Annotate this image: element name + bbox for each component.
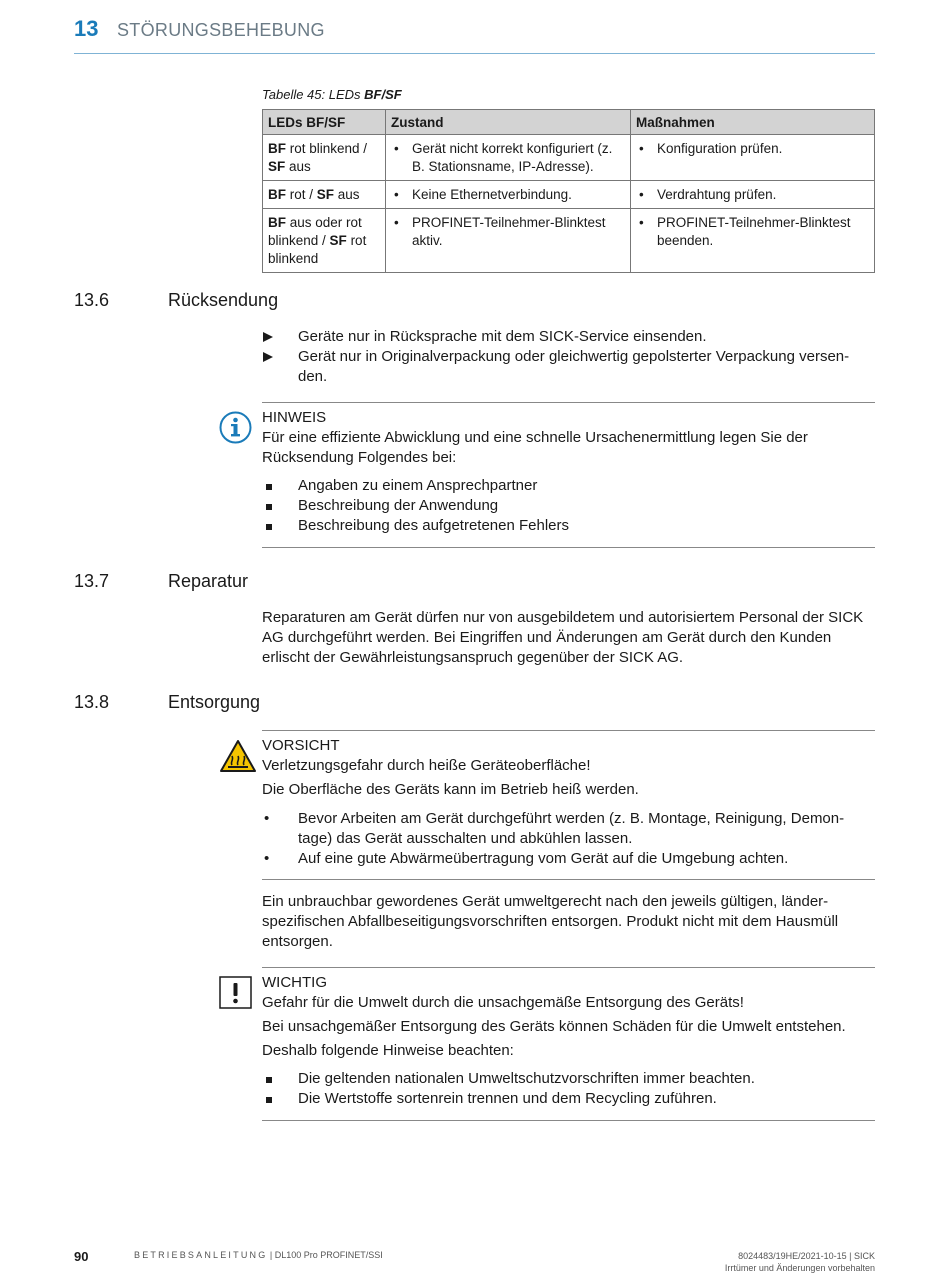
divider <box>262 879 875 880</box>
section-title: Entsorgung <box>168 692 261 712</box>
caution-list <box>262 809 875 869</box>
important-heading: Gefahr für die Umwelt durch die unsachgemäße Entsorgung des Geräts! <box>262 994 744 1011</box>
section-number: 13.8 <box>74 692 110 712</box>
table-header-row <box>263 110 875 135</box>
paragraph: Reparaturen am Gerät dürfen nur von ausgebildetem und autorisiertem Personal der SICK AG durchgeführt werden. Bei Eingriffen und Änderungen am Gerät durch den Kunden erlischt der Gewährleistungsanspruch gegenüber der SICK AG. <box>262 609 864 666</box>
note-label: HINWEIS <box>262 409 327 426</box>
list-item: Beschreibung der Anwendung <box>262 496 875 516</box>
footer-doc-id: 8024483/19HE/2021-10-15 | SICK Irrtümer und Änderungen vorbehalten <box>724 1251 875 1273</box>
table-row <box>263 135 875 181</box>
section-number: 13.6 <box>74 290 110 310</box>
list-item: Beschreibung des aufgetretenen Fehlers <box>262 516 875 536</box>
important-box <box>262 973 875 1109</box>
important-label: WICHTIG <box>262 974 327 991</box>
section-title: Rücksendung <box>168 290 279 310</box>
note-box <box>262 408 875 536</box>
led-table <box>262 109 875 273</box>
table-header-cell: Maßnahmen <box>631 110 875 135</box>
divider <box>262 730 875 731</box>
massnahmen-cell: • Konfiguration prüfen. <box>631 135 875 181</box>
list-item: Die Wertstoffe sortenrein trennen und dem Recycling zuführen. <box>262 1089 875 1109</box>
note-text: Für eine effiziente Abwicklung und eine schnelle Ursachenermittlung legen Sie der Rücksendung Folgendes bei: <box>262 429 808 466</box>
led-cell: BF rot / SF aus <box>263 181 386 209</box>
table-row <box>263 209 875 273</box>
footer-doc-info: BETRIEBSANLEITUNG | DL100 Pro PROFINET/SSI <box>134 1250 383 1260</box>
list-item: • Bevor Arbeiten am Gerät durchgeführt werden (z. B. Montage, Reinigung, Demon-tage) das Gerät ausschalten und abkühlen lassen. <box>262 809 875 849</box>
page-header <box>74 14 875 54</box>
massnahmen-cell: • PROFINET-Teilnehmer-Blinktest beenden. <box>631 209 875 273</box>
led-cell: BF rot blinkend / SF aus <box>263 135 386 181</box>
massnahmen-cell: • Verdrahtung prüfen. <box>631 181 875 209</box>
list-item: Angaben zu einem Ansprechpartner <box>262 476 875 496</box>
caution-box <box>262 736 875 869</box>
divider <box>262 402 875 403</box>
section-number: 13.7 <box>74 571 110 591</box>
caution-text: Die Oberfläche des Geräts kann im Betrieb heiß werden. <box>262 781 639 798</box>
zustand-cell: • Keine Ethernetverbindung. <box>386 181 631 209</box>
divider <box>262 967 875 968</box>
chapter-number: 13 <box>74 16 99 41</box>
paragraph: Ein unbrauchbar gewordenes Gerät umweltgerecht nach den jeweils gültigen, länder-spezifischen Abfallbeseitigungsvorschriften entsorgen. Produkt nicht mit dem Hausmüll entsorgen. <box>262 893 839 950</box>
important-text: Deshalb folgende Hinweise beachten: <box>262 1042 514 1059</box>
note-list <box>262 476 875 536</box>
list-item: Geräte nur in Rücksprache mit dem SICK-Service einsenden. <box>262 327 875 347</box>
table-header-cell: Zustand <box>386 110 631 135</box>
important-list <box>262 1069 875 1109</box>
caution-heading: Verletzungsgefahr durch heiße Geräteoberfläche! <box>262 757 591 774</box>
list-item: Gerät nur in Originalverpackung oder gleichwertig gepolsterter Verpackung versen-den. <box>262 347 875 387</box>
exclamation-icon <box>219 976 252 1009</box>
hot-surface-warning-icon <box>219 739 257 773</box>
section-title: Reparatur <box>168 571 249 591</box>
list-item: • Auf eine gute Abwärmeübertragung vom Gerät auf die Umgebung achten. <box>262 849 875 869</box>
table-header-cell: LEDs BF/SF <box>263 110 386 135</box>
zustand-cell: • Gerät nicht korrekt konfiguriert (z. B. Stationsname, IP-Adresse). <box>386 135 631 181</box>
page-number: 90 <box>74 1249 89 1264</box>
led-cell: BF aus oder rot blinkend / SF rot blinkend <box>263 209 386 273</box>
caution-label: VORSICHT <box>262 737 340 754</box>
divider <box>262 1120 875 1121</box>
step-list <box>262 327 875 387</box>
info-icon <box>219 411 252 444</box>
divider <box>262 547 875 548</box>
important-text: Bei unsachgemäßer Entsorgung des Geräts können Schäden für die Umwelt entstehen. <box>262 1018 846 1035</box>
list-item: Die geltenden nationalen Umweltschutzvorschriften immer beachten. <box>262 1069 875 1089</box>
table-caption: Tabelle 45: LEDs BF/SF <box>262 87 402 102</box>
chapter-title: STÖRUNGSBEHEBUNG <box>117 20 325 40</box>
table-row <box>263 181 875 209</box>
zustand-cell: • PROFINET-Teilnehmer-Blinktest aktiv. <box>386 209 631 273</box>
